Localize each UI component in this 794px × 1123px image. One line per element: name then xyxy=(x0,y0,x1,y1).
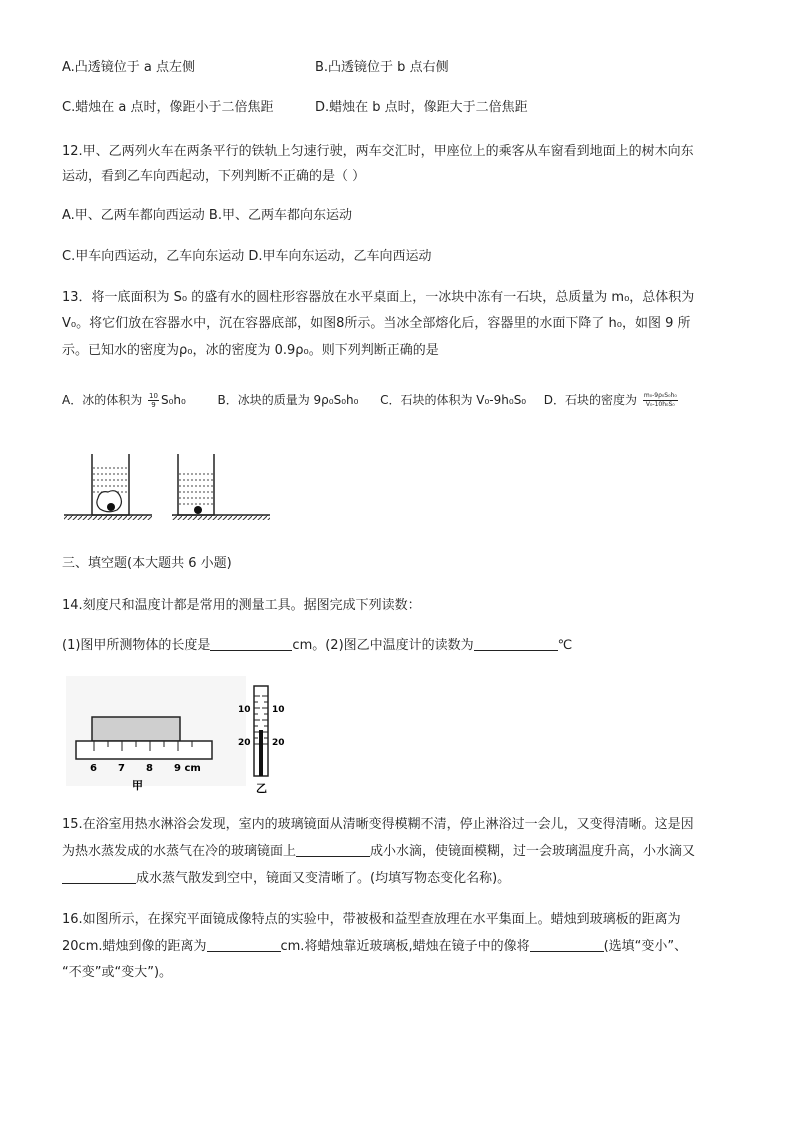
q16-stem-line3: “不变”或“变大”)。 xyxy=(62,965,173,980)
ruler-tick-7: 7 xyxy=(118,763,125,774)
ruler-tick-6: 6 xyxy=(90,763,97,774)
q13-options xyxy=(62,386,680,414)
q13-option-a-tail: S₀h₀ xyxy=(160,393,186,407)
thermo-left-10: 10 xyxy=(238,705,251,715)
q15-stem-line2 xyxy=(62,842,695,862)
q11-option-c: C.蜡烛在 a 点时，像距小于二倍焦距 xyxy=(62,100,274,115)
q12-stem-line2: 运动，看到乙车向西起动，下列判断不正确的是（ ） xyxy=(62,169,366,184)
q13-stem-line1: 13．将一底面积为 S₀ 的盛有水的圆柱形容器放在水平桌面上，一冰块中冻有一石块，总质量为 m₀，总体积为 xyxy=(62,290,695,305)
stone-left xyxy=(107,503,115,511)
q16-blank-image-size[interactable] xyxy=(530,937,604,952)
q15-blank-2[interactable] xyxy=(62,869,136,884)
q15-line3-text: 成水蒸气散发到空中，镜面又变清晰了。(均填写物态变化名称)。 xyxy=(136,871,511,886)
stone-right xyxy=(194,506,202,514)
q13-containers-figure xyxy=(62,446,282,526)
q13-option-b: B．冰块的质量为 9ρ₀S₀h₀ xyxy=(217,393,359,407)
q16-stem-line1: 16.如图所示，在探究平面镜成像特点的实验中，带被极和益型查放理在水平集面上。蜡烛到玻璃板的距离为 xyxy=(62,912,681,927)
ruler-tick-9: 9 cm xyxy=(174,763,201,774)
thermometer-figure-label: 乙 xyxy=(256,782,267,795)
q14-part1-text: (1)图甲所测物体的长度是 xyxy=(62,638,211,653)
q16-stem-line2 xyxy=(62,937,687,957)
q14-measure-figure xyxy=(62,672,312,797)
q15-stem-line3 xyxy=(62,869,510,889)
ruler-figure-label: 甲 xyxy=(132,779,143,792)
q14-blank-temperature[interactable] xyxy=(474,636,558,651)
q15-line2-part2: 成小水滴，使镜面模糊，过一会玻璃温度升高，小水滴又 xyxy=(370,844,696,859)
thermo-right-10: 10 xyxy=(272,705,285,715)
thermo-left-20: 20 xyxy=(238,738,251,748)
q14-blank-length[interactable] xyxy=(210,636,292,651)
q14-unit1-text: cm。(2)图乙中温度计的读数为 xyxy=(292,638,474,653)
section-title: 三、填空题(本大题共 6 小题) xyxy=(62,556,232,571)
q13-option-c: C．石块的体积为 V₀-9h₀S₀ xyxy=(380,393,527,407)
q15-line2-part1: 为热水蒸发成的水蒸气在冷的玻璃镜面上 xyxy=(62,844,297,859)
thermometer-liquid xyxy=(259,730,263,776)
q11-option-a: A.凸透镜位于 a 点左侧 xyxy=(62,60,196,75)
q12-stem-line1: 12.甲、乙两列火车在两条平行的铁轨上匀速行驶，两车交汇时，甲座位上的乘客从车窗看到地面上的树木向东 xyxy=(62,144,694,159)
q14-unit2-text: ℃ xyxy=(557,638,573,653)
q16-line2-part2: cm.将蜡烛靠近玻璃板,蜡烛在镜子中的像将 xyxy=(280,939,530,954)
q13-option-d-fraction: $\frac{\text{m₀-9ρ₀S₀h₀}}{\text{V₀-10h₀S₀}}$ xyxy=(643,392,677,408)
q16-blank-distance[interactable] xyxy=(207,937,281,952)
q16-line2-part3: (选填“变小”、 xyxy=(603,939,688,954)
q12-options-cd: C.甲车向西运动，乙车向东运动 D.甲车向东运动，乙车向西运动 xyxy=(62,249,432,264)
q11-option-b: B.凸透镜位于 b 点右侧 xyxy=(315,60,449,75)
q13-option-d-label: D．石块的密度为 xyxy=(543,393,638,407)
q15-stem-line1: 15.在浴室用热水淋浴会发现，室内的玻璃镜面从清晰变得模糊不清，停止淋浴过一会儿，又变得清晰。这是因 xyxy=(62,817,694,832)
q13-option-a-fraction: $\frac{10}{9}$ xyxy=(149,392,158,409)
measured-object xyxy=(92,717,180,741)
q12-options-ab: A.甲、乙两车都向西运动 B.甲、乙两车都向东运动 xyxy=(62,208,352,223)
q15-blank-1[interactable] xyxy=(296,842,370,857)
ruler-tick-8: 8 xyxy=(146,763,153,774)
q14-stem: 14.刻度尺和温度计都是常用的测量工具。据图完成下列读数： xyxy=(62,598,421,613)
q11-option-d: D.蜡烛在 b 点时，像距大于二倍焦距 xyxy=(315,100,528,115)
q14-readings xyxy=(62,636,572,656)
q13-option-a-label: A．冰的体积为 xyxy=(62,393,143,407)
q13-stem-line2: V₀。将它们放在容器水中，沉在容器底部，如图8所示。当冰全部熔化后，容器里的水面下降了 h₀，如图 9 所 xyxy=(62,316,691,331)
q13-stem-line3: 示。已知水的密度为ρ₀，冰的密度为 0.9ρ₀。则下列判断正确的是 xyxy=(62,343,439,358)
thermo-right-20: 20 xyxy=(272,738,285,748)
container-right xyxy=(178,454,214,515)
q16-line2-part1: 20cm.蜡烛到像的距离为 xyxy=(62,939,207,954)
